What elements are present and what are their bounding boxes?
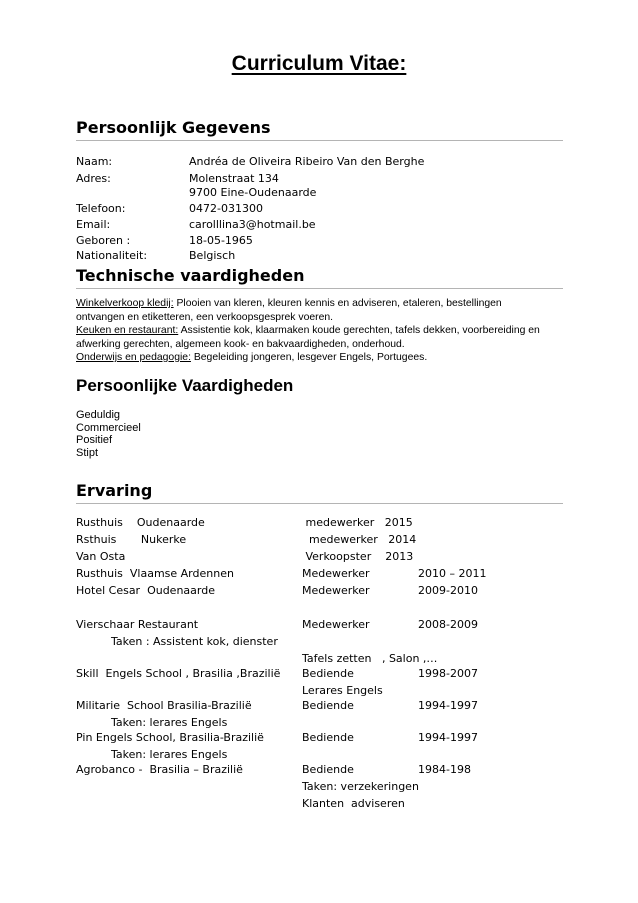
experience-row bbox=[76, 778, 566, 795]
experience-period: 2008-2009 bbox=[418, 618, 478, 631]
experience-role: Bediende bbox=[302, 731, 354, 744]
experience-place: Taken : Assistent kok, dienster bbox=[76, 635, 278, 648]
experience-role: Lerares Engels bbox=[302, 684, 383, 697]
technical-category: Keuken en restaurant: bbox=[76, 325, 179, 336]
experience-row bbox=[76, 697, 566, 714]
personal-value: carolllina3@hotmail.be bbox=[189, 218, 316, 231]
experience-place: Militarie School Brasilia-Brazilië bbox=[76, 699, 252, 712]
experience-place: Van Osta bbox=[76, 550, 126, 563]
personal-label: Geboren : bbox=[76, 234, 131, 247]
experience-period: 1994-1997 bbox=[418, 731, 478, 744]
personal-label: Nationaliteit: bbox=[76, 249, 148, 262]
personal-value: 18-05-1965 bbox=[189, 234, 253, 247]
experience-role: Medewerker bbox=[302, 584, 370, 597]
experience-role: Bediende bbox=[302, 763, 354, 776]
experience-role: Medewerker bbox=[302, 567, 370, 580]
experience-place: Pin Engels School, Brasilia-Brazilië bbox=[76, 731, 264, 744]
experience-period: 1998-2007 bbox=[418, 667, 478, 680]
experience-role: Bediende bbox=[302, 699, 354, 712]
experience-row bbox=[76, 582, 566, 599]
experience-place: Agrobanco - Brasilia – Brazilië bbox=[76, 763, 243, 776]
experience-row bbox=[76, 633, 566, 650]
experience-role: medewerker 2014 bbox=[302, 533, 417, 546]
technical-text: afwerking gerechten, algemeen kook- en bakvaardigheden, onderhoud. bbox=[76, 338, 405, 350]
personal-heading: Persoonlijk Gegevens bbox=[76, 118, 563, 141]
experience-period: 2010 – 2011 bbox=[418, 567, 487, 580]
technical-text: ontvangen en etiketteren, een verkoopsgesprek voeren. bbox=[76, 311, 334, 323]
technical-category: Onderwijs en pedagogie: bbox=[76, 352, 191, 363]
technical-line bbox=[76, 311, 566, 325]
experience-period: 1994-1997 bbox=[418, 699, 478, 712]
experience-place: Rusthuis Vlaamse Ardennen bbox=[76, 567, 234, 580]
experience-period: 1984-198 bbox=[418, 763, 471, 776]
experience-heading: Ervaring bbox=[76, 481, 563, 504]
personal-label: Naam: bbox=[76, 155, 113, 168]
skill-item: Geduldig bbox=[76, 409, 121, 421]
skill-item: Commercieel bbox=[76, 421, 141, 434]
technical-skills bbox=[76, 297, 566, 365]
personal-row bbox=[76, 247, 566, 264]
experience-role: Verkoopster 2013 bbox=[302, 550, 414, 563]
personal-label: Email: bbox=[76, 218, 111, 231]
technical-line bbox=[76, 351, 566, 365]
skill-item: Stipt bbox=[76, 446, 99, 459]
experience-period: 2009-2010 bbox=[418, 584, 478, 597]
skills-list bbox=[76, 409, 566, 459]
experience-role: Medewerker bbox=[302, 618, 370, 631]
experience-row bbox=[76, 599, 566, 616]
experience-role: medewerker 2015 bbox=[302, 516, 413, 529]
technical-text: Begeleiding jongeren, lesgever Engels, Portugees. bbox=[190, 352, 428, 363]
experience-row bbox=[76, 514, 566, 531]
experience-place: Skill Engels School , Brasilia ,Brazilië bbox=[76, 667, 281, 680]
experience-place: Rsthuis Nukerke bbox=[76, 533, 187, 546]
experience-role: Taken: verzekeringen bbox=[302, 780, 419, 793]
page-title: Curriculum Vitae: bbox=[231, 52, 407, 75]
personal-row bbox=[76, 184, 566, 201]
technical-category: Winkelverkoop kledij: bbox=[76, 298, 174, 309]
technical-heading: Technische vaardigheden bbox=[76, 266, 563, 289]
personal-value: Andréa de Oliveira Ribeiro Van den Berghe bbox=[189, 155, 425, 168]
experience-role: Klanten adviseren bbox=[302, 797, 405, 810]
experience-row bbox=[76, 548, 566, 565]
experience-row bbox=[76, 795, 566, 812]
personal-label: Telefoon: bbox=[76, 202, 126, 215]
technical-line bbox=[76, 324, 566, 338]
experience-row bbox=[76, 665, 566, 682]
experience-place: Vierschaar Restaurant bbox=[76, 618, 199, 631]
experience-role: Tafels zetten , Salon ,… bbox=[302, 652, 438, 665]
personal-skills-heading: Persoonlijke Vaardigheden bbox=[76, 376, 294, 395]
personal-value: 9700 Eine-Oudenaarde bbox=[189, 186, 317, 199]
experience-row bbox=[76, 729, 566, 746]
personal-row bbox=[76, 200, 566, 217]
experience-place: Rusthuis Oudenaarde bbox=[76, 516, 205, 529]
personal-label: Adres: bbox=[76, 172, 111, 185]
technical-text: Assistentie kok, klaarmaken koude gerechten, tafels dekken, voorbereiding en bbox=[178, 325, 540, 336]
experience-row bbox=[76, 616, 566, 633]
experience-row bbox=[76, 565, 566, 582]
personal-value: Molenstraat 134 bbox=[189, 172, 279, 185]
technical-text: Plooien van kleren, kleuren kennis en adviseren, etaleren, bestellingen bbox=[173, 298, 502, 309]
experience-place: Taken: lerares Engels bbox=[76, 716, 228, 729]
personal-row bbox=[76, 153, 566, 170]
experience-place: Hotel Cesar Oudenaarde bbox=[76, 584, 215, 597]
technical-line bbox=[76, 297, 566, 311]
experience-place: Taken: lerares Engels bbox=[76, 748, 228, 761]
personal-value: Belgisch bbox=[189, 249, 236, 262]
experience-role: Bediende bbox=[302, 667, 354, 680]
technical-line bbox=[76, 338, 566, 352]
personal-value: 0472-031300 bbox=[189, 202, 263, 215]
experience-row bbox=[76, 531, 566, 548]
skill-item: Positief bbox=[76, 434, 113, 446]
personal-row bbox=[76, 216, 566, 233]
experience-row bbox=[76, 761, 566, 778]
